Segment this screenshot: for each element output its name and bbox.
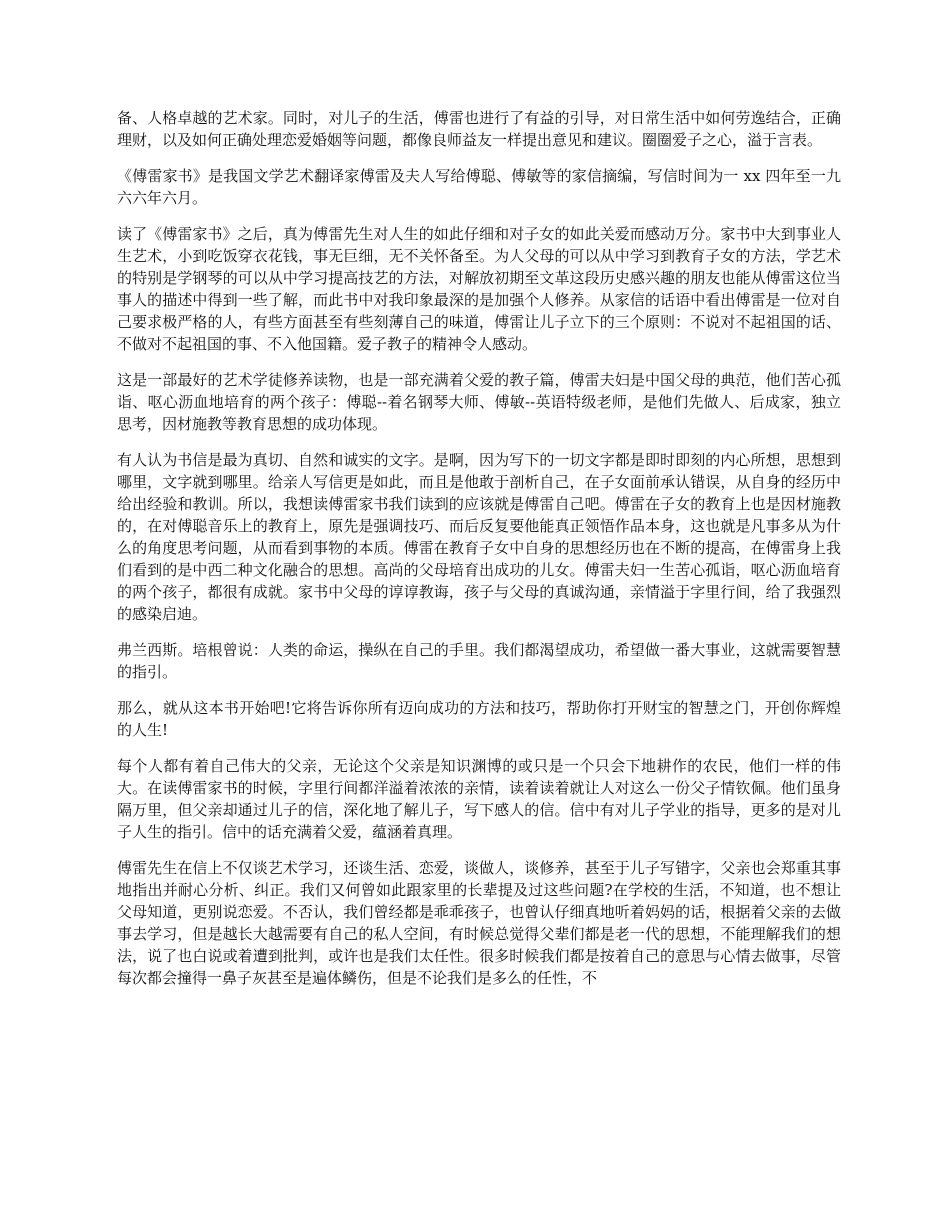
paragraph-9: 傅雷先生在信上不仅谈艺术学习，还谈生活、恋爱，谈做人，谈修养，甚至于儿子写错字，父亲也会郑重其事地指出并耐心分析、纠正。我们又何曾如此跟家里的长辈提及过这些问题?在学校的生活，不知道，也不想让父母知道，更别说恋爱。不否认，我们曾经都是乖乖孩子，也曾认仔细真地听着妈妈的话，根据着父亲的去做事去学习，但是越长大越需要有自己的私人空间，有时候总觉得父辈们都是老一代的思想，不能理解我们的想法，说了也白说或着遭到批判，或许也是我们太任性。很多时候我们都是按着自己的意思与心情去做事，尽管每次都会撞得一鼻子灰甚至是遍体鳞伤，但是不论我们是多么的任性，不 [117, 859, 841, 987]
paragraph-1: 备、人格卓越的艺术家。同时，对儿子的生活，傅雷也进行了有益的引导，对日常生活中如何劳逸结合，正确理财，以及如何正确处理恋爱婚姻等问题，都像良师益友一样提出意见和建议。圈圈爱子之心，溢于言表。 [117, 109, 841, 149]
paragraph-7: 那么，就从这本书开始吧!它将告诉你所有迈向成功的方法和技巧，帮助你打开财宝的智慧之门，开创你辉煌的人生! [117, 699, 841, 739]
document-body [117, 107, 841, 1003]
paragraph-8: 每个人都有着自己伟大的父亲，无论这个父亲是知识渊博的或只是一个只会下地耕作的农民，他们一样的伟大。在读傅雷家书的时候，字里行间都洋溢着浓浓的亲情，读着读着就让人对这么一份父子情钦佩。他们虽身隔万里，但父亲却通过儿子的信，深化地了解儿子，写下感人的信。信中有对儿子学业的指导，更多的是对儿子人生的指引。信中的话充满着父爱，蕴涵着真理。 [117, 757, 841, 841]
paragraph-5: 有人认为书信是最为真切、自然和诚实的文字。是啊，因为写下的一切文字都是即时即刻的内心所想，思想到哪里，文字就到哪里。给亲人写信更是如此，而且是他敢于剖析自己，在子女面前承认错误，从自身的经历中给出经验和教训。所以，我想读傅雷家书我们读到的应该就是傅雷自己吧。傅雷在子女的教育上也是因材施教的，在对傅聪音乐上的教育上，原先是强调技巧、而后反复要他能真正领悟作品本身，这也就是凡事多从为什么的角度思考问题，从而看到事物的本质。傅雷在教育子女中自身的思想经历也在不断的提高，在傅雷身上我们看到的是中西二种文化融合的思想。高尚的父母培育出成功的儿女。傅雷夫妇一生苦心孤诣，呕心沥血培育的两个孩子，都很有成就。家书中父母的谆谆教诲，孩子与父母的真诚沟通，亲情溢于字里行间，给了我强烈的感染启迪。 [117, 451, 841, 623]
paragraph-4: 这是一部最好的艺术学徒修养读物，也是一部充满着父爱的教子篇，傅雷夫妇是中国父母的典范，他们苦心孤诣、呕心沥血地培育的两个孩子：傅聪--着名钢琴大师、傅敏--英语特级老师，是他们先做人、后成家，独立思考，因材施教等教育思想的成功体现。 [117, 371, 841, 433]
paragraph-2: 《傅雷家书》是我国文学艺术翻译家傅雷及夫人写给傅聪、傅敏等的家信摘编，写信时间为一 xx 四年至一九六六年六月。 [117, 167, 841, 207]
paragraph-3: 读了《傅雷家书》之后，真为傅雷先生对人生的如此仔细和对子女的如此关爱而感动万分。家书中大到事业人生艺术，小到吃饭穿衣花钱，事无巨细，无不关怀备至。为人父母的可以从中学习到教育子女的方法，学艺术的特别是学钢琴的可以从中学习提高技艺的方法，对解放初期至文革这段历史感兴趣的朋友也能从傅雷这位当事人的描述中得到一些了解，而此书中对我印象最深的是加强个人修养。从家信的话语中看出傅雷是一位对自己要求极严格的人，有些方面甚至有些刻薄自己的味道，傅雷让儿子立下的三个原则：不说对不起祖国的话、不做对不起祖国的事、不入他国籍。爱子教子的精神令人感动。 [117, 225, 841, 353]
paragraph-6: 弗兰西斯。培根曾说：人类的命运，操纵在自己的手里。我们都渴望成功，希望做一番大事业，这就需要智慧的指引。 [117, 641, 841, 681]
